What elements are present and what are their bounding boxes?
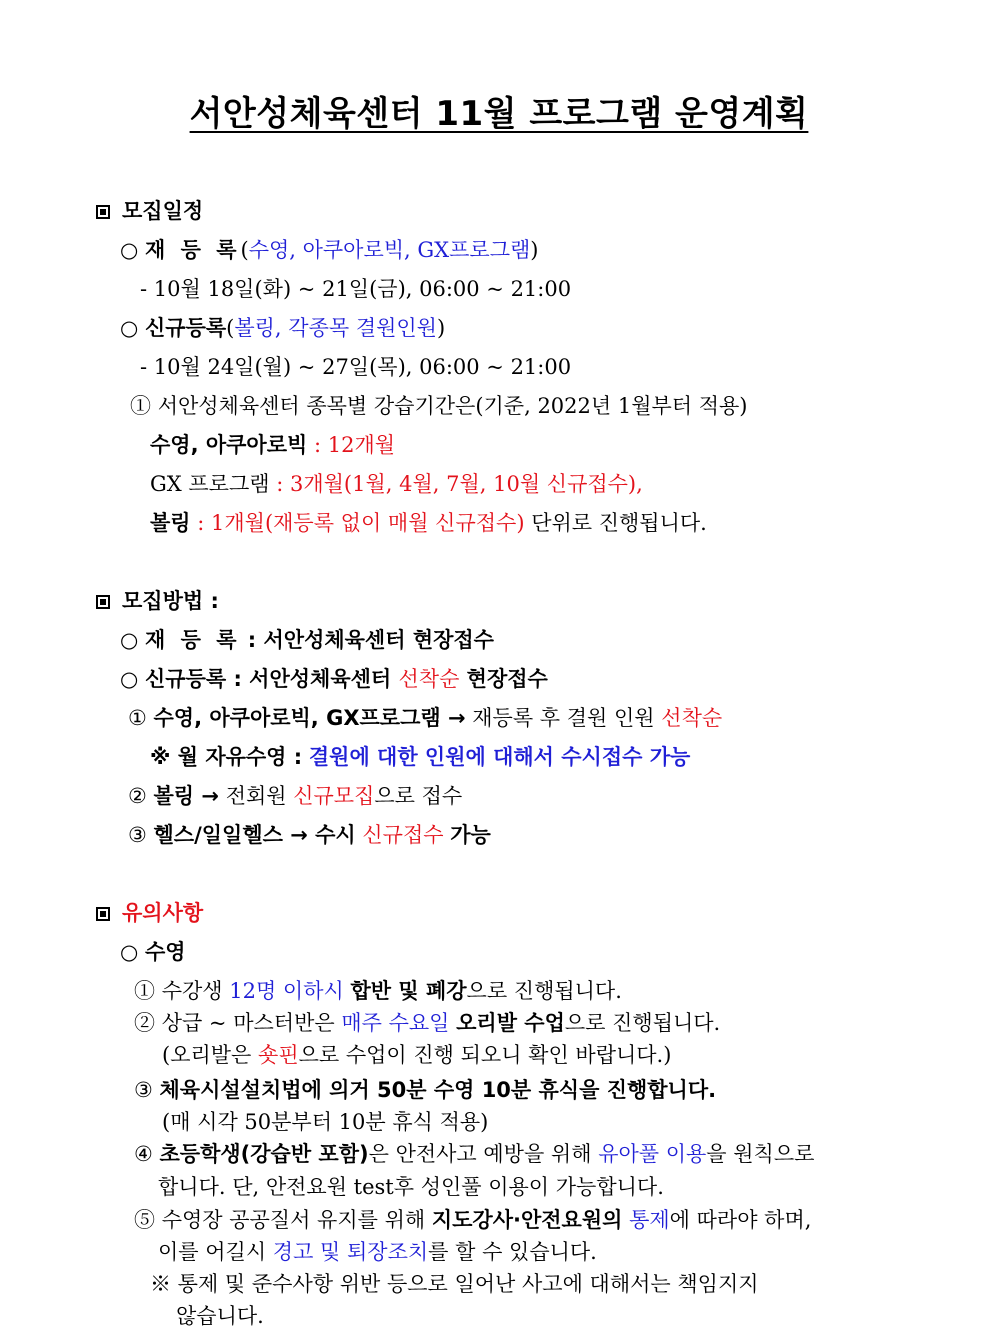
note-item-5: ⑤ 수영장 공공질서 유지를 위해 지도강사·안전요원의 통제에 따라야 하며, (134, 1208, 812, 1232)
note-item-4-detail: 합니다. 단, 안전요원 test후 성인풀 이용이 가능합니다. (158, 1175, 664, 1199)
new-registration-dates: - 10월 24일(월) ~ 27일(목), 06:00 ~ 21:00 (140, 355, 572, 379)
course-period-note: ① 서안성체육센터 종목별 강습기간은(기준, 2022년 1월부터 적용) (130, 394, 748, 418)
notes-subheading-swim: ○ 수영 (120, 940, 186, 964)
period-bowling: 볼링 : 1개월(재등록 없이 매월 신규접수) 단위로 진행됩니다. (150, 511, 707, 535)
reregistration-dates: - 10월 18일(화) ~ 21일(금), 06:00 ~ 21:00 (140, 277, 572, 301)
circle-bullet-icon: ○ (120, 628, 145, 652)
method-new-registration: ○ 신규등록 : 서안성체육센터 선착순 현장접수 (120, 667, 548, 691)
bullet-reregistration: ○ 재 등 록(수영, 아쿠아로빅, GX프로그램) (120, 238, 539, 262)
bullet-new-registration: ○ 신규등록(볼링, 각종목 결원인원) (120, 316, 446, 340)
note-item-3: ③ 체육시설설치법에 의거 50분 수영 10분 휴식을 진행합니다. (134, 1078, 717, 1102)
period-swim-aqua: 수영, 아쿠아로빅 : 12개월 (150, 433, 396, 457)
section-heading-schedule: 모집일정 (96, 197, 203, 225)
note-item-1: ① 수강생 12명 이하시 합반 및 폐강으로 진행됩니다. (134, 979, 622, 1003)
page-title: 서안성체육센터 11월 프로그램 운영계획 (189, 94, 809, 134)
note-item-5-warning: ※ 통제 및 준수사항 위반 등으로 일어난 사고에 대해서는 책임지지 (150, 1272, 759, 1296)
circle-bullet-icon: ○ (120, 940, 145, 964)
note-item-4: ④ 초등학생(강습반 포함)은 안전사고 예방을 위해 유아풀 이용을 원칙으로 (134, 1142, 815, 1166)
note-item-5-detail: 이를 어길시 경고 및 퇴장조치를 할 수 있습니다. (158, 1240, 597, 1264)
section-heading-method: 모집방법 : (96, 587, 219, 615)
note-item-2: ② 상급 ~ 마스터반은 매주 수요일 오리발 수업으로 진행됩니다. (134, 1011, 721, 1035)
circle-bullet-icon: ○ (120, 238, 145, 262)
method-free-swim-note: ※ 월 자유수영 : 결원에 대한 인원에 대해서 수시접수 가능 (150, 745, 691, 769)
method-item-1: ① 수영, 아쿠아로빅, GX프로그램 → 재등록 후 결원 인원 선착순 (128, 706, 723, 730)
note-item-2-detail: (오리발은 숏핀으로 수업이 진행 되오니 확인 바랍니다.) (162, 1043, 672, 1067)
note-item-5-warning-cont: 않습니다. (176, 1304, 264, 1328)
method-reregistration: ○ 재 등 록 : 서안성체육센터 현장접수 (120, 628, 494, 652)
square-bullet-icon (96, 595, 110, 609)
circle-bullet-icon: ○ (120, 316, 145, 340)
circle-bullet-icon: ○ (120, 667, 145, 691)
section-heading-notes: 유의사항 (96, 899, 203, 927)
note-item-3-detail: (매 시각 50분부터 10분 휴식 적용) (162, 1110, 489, 1134)
method-item-3: ③ 헬스/일일헬스 → 수시 신규접수 가능 (128, 823, 491, 847)
square-bullet-icon (96, 907, 110, 921)
period-gx: GX 프로그램 : 3개월(1월, 4월, 7월, 10월 신규접수), (150, 472, 643, 496)
square-bullet-icon (96, 205, 110, 219)
method-item-2: ② 볼링 → 전회원 신규모집으로 접수 (128, 784, 463, 808)
